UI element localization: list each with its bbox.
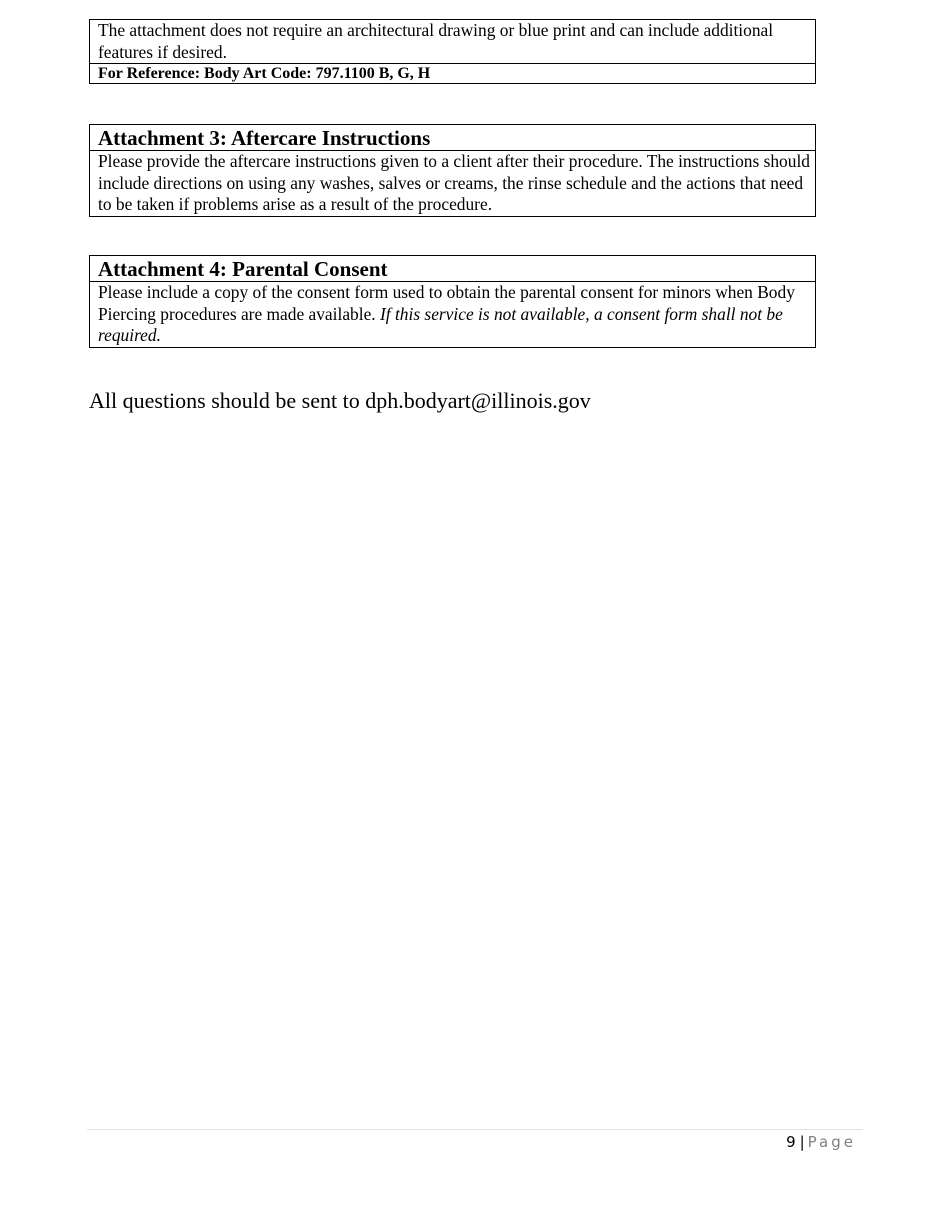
attachment-3-title: Attachment 3: Aftercare Instructions xyxy=(98,126,431,150)
attachment-4-title: Attachment 4: Parental Consent xyxy=(98,257,388,281)
page-footer xyxy=(786,1131,856,1153)
footer-divider xyxy=(87,1129,863,1130)
footer-separator: | xyxy=(799,1133,805,1151)
attachment-3-box xyxy=(89,124,816,217)
attachment-4-box xyxy=(89,255,816,348)
attachment-3-description: Please provide the aftercare instructions given to a client after their procedure. The instructions should include directions on using any washes, salves or creams, the rinse schedule and the actions that need to be taken if problems arise as a result of the procedure. xyxy=(90,150,815,216)
attachment-2-description: The attachment does not require an architectural drawing or blue print and can include additional features if desired. xyxy=(98,20,774,62)
contact-line: All questions should be sent to dph.bodyart@illinois.gov xyxy=(89,388,591,413)
attachment-4-description xyxy=(90,281,815,347)
page-label: Page xyxy=(807,1133,856,1151)
attachment-2-box xyxy=(89,19,816,84)
attachment-4-description-italic: If this service is not available, a consent form shall not be required. xyxy=(98,303,783,345)
attachment-4-description-text: Please include a copy of the consent form used to obtain the parental consent for minors when Body Piercing procedures are made available. xyxy=(98,282,795,324)
attachment-2-reference: For Reference: Body Art Code: 797.1100 B, G, H xyxy=(90,63,815,83)
page-number: 9 xyxy=(786,1133,796,1151)
